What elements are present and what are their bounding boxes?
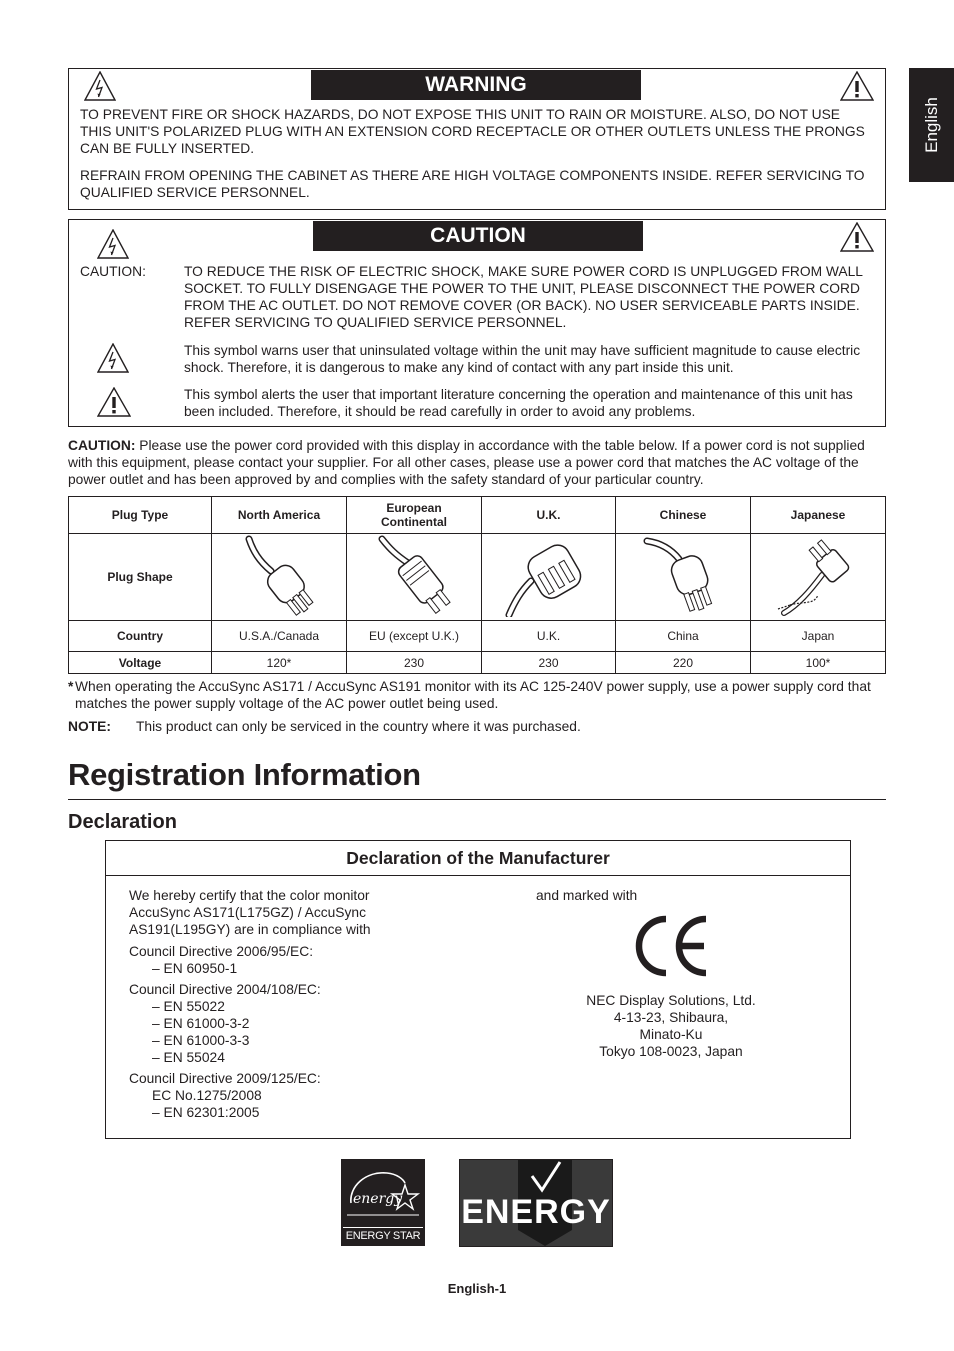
directive-name: Council Directive 2009/125/EC: <box>129 1071 321 1086</box>
chinese-header: Chinese <box>616 497 751 534</box>
plug-type-header: Plug Type <box>69 497 212 534</box>
voltage-cell: 100* <box>751 652 886 674</box>
symbol-shock-text: This symbol warns user that uninsulated voltage within the unit may have sufficient magnitude to cause electric shock. Therefore, it is dangerous to make any kind of contact with any part inside this unit. <box>184 343 861 375</box>
address-line: Minato-Ku <box>639 1027 703 1042</box>
energy-star-logo <box>341 1159 425 1246</box>
plug-shape-row <box>69 534 886 621</box>
title-rule <box>68 799 886 800</box>
country-label: Country <box>69 621 212 652</box>
country-cell: U.K. <box>482 621 616 652</box>
north-america-plug-icon <box>229 535 329 617</box>
directive-item: – EN 55024 <box>152 1050 225 1065</box>
footnote-star: * <box>68 679 74 694</box>
ce-mark-icon <box>630 913 710 979</box>
voltage-cell: 230 <box>482 652 616 674</box>
warning-banner: WARNING <box>311 70 641 100</box>
plug-table <box>68 496 886 674</box>
page-number: English-1 <box>447 1281 507 1296</box>
caution-text: TO REDUCE THE RISK OF ELECTRIC SHOCK, MAKE SURE POWER CORD IS UNPLUGGED FROM WALL SOCKET. TO FULLY DISENGAGE THE POWER TO THE UNIT, PLEASE DISCONNECT THE POWER CORD FROM THE AC OUTLET. DO NOT REMOVE COVER (OR BACK). NO USER SERVICEABLE PARTS INSIDE. REFER SERVICING TO QUALIFIED SERVICE PERSONNEL. <box>184 264 863 330</box>
power-cord-note <box>68 437 888 488</box>
language-tab <box>909 68 954 182</box>
european-header <box>347 497 482 534</box>
uk-plug-icon <box>499 535 599 617</box>
voltage-label: Voltage <box>69 652 212 674</box>
declaration-title: Declaration of the Manufacturer <box>106 841 850 876</box>
voltage-row <box>69 652 886 674</box>
electric-shock-warning-icon <box>84 71 116 101</box>
footnote-text: When operating the AccuSync AS171 / AccuSync AS191 monitor with its AC 125-240V power supply, use a power supply cord that matches the power supply voltage of the AC power outlet being used. <box>75 679 871 711</box>
plug-cell-north-america <box>212 534 347 621</box>
country-cell: U.S.A./Canada <box>212 621 347 652</box>
symbol-alert-text: This symbol alerts the user that important literature concerning the operation and maintenance of this unit has been included. Therefore, it should be read carefully in order to avoid any problems. <box>184 387 853 419</box>
plug-cell-european <box>347 534 482 621</box>
exclamation-caution-icon <box>840 222 874 252</box>
voltage-cell: 220 <box>616 652 751 674</box>
country-cell: Japan <box>751 621 886 652</box>
directive-name: Council Directive 2006/95/EC: <box>129 944 314 959</box>
japanese-header: Japanese <box>751 497 886 534</box>
plug-shape-label: Plug Shape <box>69 534 212 621</box>
svg-text:energy: energy <box>353 1191 403 1207</box>
exclamation-symbol-icon <box>97 387 131 417</box>
electric-shock-symbol-icon <box>97 343 129 373</box>
directive-name: Council Directive 2004/108/EC: <box>129 982 321 997</box>
directive-item: – EN 55022 <box>152 999 225 1014</box>
warning-text-1: TO PREVENT FIRE OR SHOCK HAZARDS, DO NOT EXPOSE THIS UNIT TO RAIN OR MOISTURE. ALSO, DO NOT USE THIS UNIT'S POLARIZED PLUG WITH AN EXTENSION CORD RECEPTACLE OR OTHER OUTLETS UNLESS THE PRONGS CAN BE FULLY INSERTED. <box>80 107 865 156</box>
electric-shock-caution-icon <box>97 229 129 259</box>
european-plug-icon <box>364 535 464 617</box>
directive-item: – EN 62301:2005 <box>152 1105 260 1120</box>
plug-cell-uk <box>482 534 616 621</box>
north-america-header: North America <box>212 497 347 534</box>
chinese-plug-icon <box>633 535 733 617</box>
caution-banner: CAUTION <box>313 221 643 251</box>
caution-label: CAUTION: <box>80 264 146 279</box>
directive-item: – EN 60950-1 <box>152 961 238 976</box>
address-line: 4-13-23, Shibaura, <box>613 1010 729 1025</box>
marked-with-text: and marked with <box>536 888 638 903</box>
japanese-plug-icon <box>768 535 868 617</box>
section-heading: Declaration <box>68 811 177 833</box>
plug-type-row <box>69 497 886 534</box>
uk-header: U.K. <box>482 497 616 534</box>
country-cell: China <box>616 621 751 652</box>
directive-item: – EN 61000-3-2 <box>152 1016 250 1031</box>
page-title: Registration Information <box>68 757 421 792</box>
exclamation-warning-icon <box>840 71 874 101</box>
directive-item: – EN 61000-3-3 <box>152 1033 250 1048</box>
note-text: This product can only be serviced in the country where it was purchased. <box>136 719 581 734</box>
european-header-label: European Continental <box>381 501 447 529</box>
directive-item: EC No.1275/2008 <box>152 1088 262 1103</box>
country-cell: EU (except U.K.) <box>347 621 482 652</box>
energy-star-icon <box>341 1159 425 1225</box>
plug-cell-chinese <box>616 534 751 621</box>
power-cord-note-text: Please use the power cord provided with this display in accordance with the table below. If a power cord is not supplied with this equipment, please contact your supplier. For all other cases, please use a power cord that matches the AC voltage of the power outlet and has been approved by and complies with the safety standard of your particular country. <box>68 438 865 487</box>
address-line: Tokyo 108-0023, Japan <box>599 1044 743 1059</box>
voltage-cell: 120* <box>212 652 347 674</box>
energy-star-label: ENERGY STAR <box>343 1227 423 1242</box>
language-tab-label: English <box>921 97 941 153</box>
energy-word: ENERGY <box>461 1193 611 1231</box>
plug-cell-japanese <box>751 534 886 621</box>
warning-text-2: REFRAIN FROM OPENING THE CABINET AS THERE ARE HIGH VOLTAGE COMPONENTS INSIDE. REFER SERVICING TO QUALIFIED SERVICE PERSONNEL. <box>80 168 865 200</box>
certify-text: We hereby certify that the color monitor AccuSync AS171(L175GZ) / AccuSync AS191(L195GY) are in compliance with <box>129 888 371 937</box>
note-label: NOTE: <box>68 719 111 734</box>
energy-logo <box>459 1159 613 1247</box>
company-address <box>546 992 796 1060</box>
directive-list <box>129 943 429 1121</box>
company-name: NEC Display Solutions, Ltd. <box>586 993 756 1008</box>
voltage-cell: 230 <box>347 652 482 674</box>
country-row <box>69 621 886 652</box>
power-cord-note-label: CAUTION: <box>68 438 136 453</box>
